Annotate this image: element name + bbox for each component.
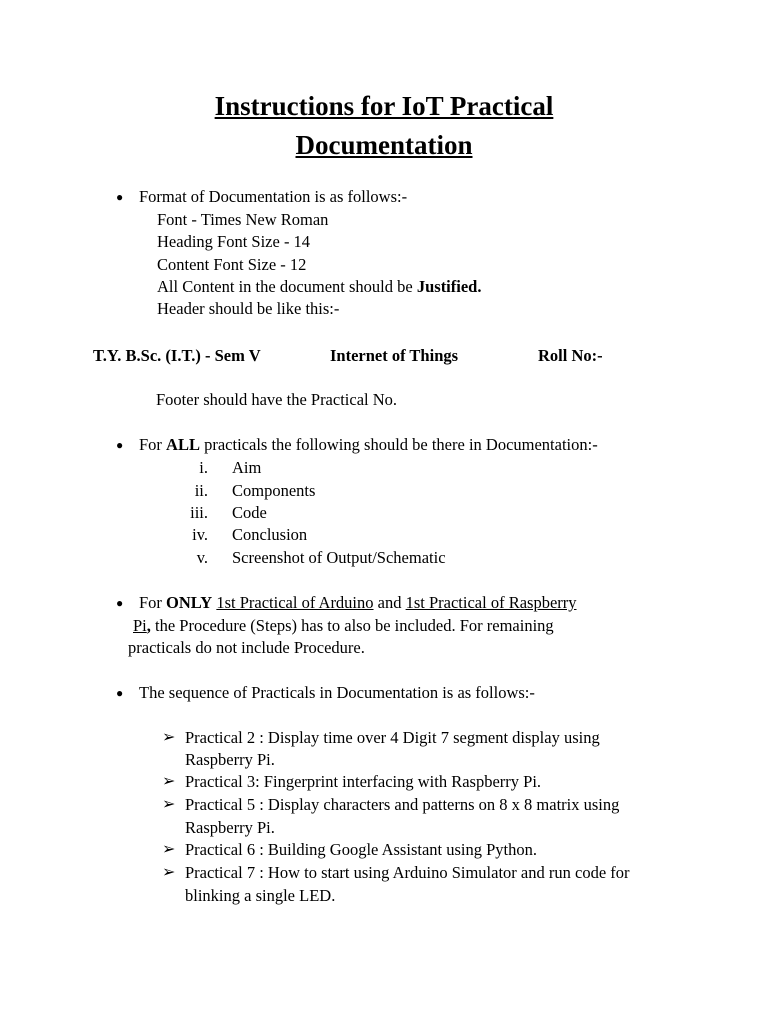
header-example-middle: Internet of Things [330,346,459,365]
only-first-line-3: practicals do not include Procedure. [128,638,365,657]
format-justified-text: All Content in the document should be [157,277,417,296]
only-first-rest: the Procedure (Steps) has to also be included. For remaining [150,616,554,635]
list-numeral: iv. [192,525,208,544]
only-first-bold: ONLY [166,593,213,612]
raspberry-practical-underline: 1st Practical of Raspberry [405,593,577,612]
all-practicals-post: practicals the following should be there in Documentation:- [199,435,598,454]
only-first-pre: For [139,593,167,612]
bullet-icon: ● [116,438,124,452]
arduino-practical-underline: 1st Practical of Arduino [216,593,374,612]
arrow-bullet-icon: ➢ [162,729,176,746]
list-item: Code [232,503,267,522]
bullet-icon: ● [116,596,124,610]
sequence-intro: The sequence of Practicals in Documentation is as follows:- [139,683,535,702]
document-title-line-1: Instructions for IoT Practical [214,91,554,121]
format-bullet-text: Format of Documentation is as follows:- [139,187,408,206]
document-title-line-2: Documentation [295,130,473,160]
list-numeral: v. [196,548,208,567]
all-practicals-text [139,434,598,456]
format-header-intro: Header should be like this:- [157,299,340,318]
practical-item: Practical 7 : How to start using Arduino Simulator and run code for [185,863,630,882]
only-first-and: and [373,593,406,612]
practical-item: Practical 3: Fingerprint interfacing with Raspberry Pi. [185,772,542,791]
format-heading-size: Heading Font Size - 14 [157,232,311,251]
arrow-bullet-icon: ➢ [162,773,176,790]
only-first-line-2 [133,615,554,637]
list-numeral: i. [199,458,208,477]
list-item: Aim [232,458,262,477]
list-numeral: ii. [194,481,208,500]
format-justified [157,276,481,298]
practical-item: Practical 2 : Display time over 4 Digit 7 segment display using [185,728,600,747]
practical-item-cont: blinking a single LED. [185,886,336,905]
practical-item: Practical 5 : Display characters and patterns on 8 x 8 matrix using [185,795,620,814]
arrow-bullet-icon: ➢ [162,864,176,881]
footer-note: Footer should have the Practical No. [156,390,398,409]
list-item: Components [232,481,316,500]
practical-item: Practical 6 : Building Google Assistant using Python. [185,840,537,859]
bullet-icon: ● [116,190,124,204]
format-content-size: Content Font Size - 12 [157,255,307,274]
raspberry-practical-underline-cont: Pi [133,616,147,635]
list-item: Screenshot of Output/Schematic [232,548,446,567]
format-font: Font - Times New Roman [157,210,329,229]
only-first-line-1 [139,592,577,614]
practical-item-cont: Raspberry Pi. [185,750,275,769]
header-example-left: T.Y. B.Sc. (I.T.) - Sem V [93,346,261,365]
list-item: Conclusion [232,525,308,544]
all-practicals-bold: ALL [166,435,200,454]
arrow-bullet-icon: ➢ [162,841,176,858]
list-numeral: iii. [190,503,208,522]
bullet-icon: ● [116,686,124,700]
practical-item-cont: Raspberry Pi. [185,818,275,837]
header-example-right: Roll No:- [538,346,603,365]
arrow-bullet-icon: ➢ [162,796,176,813]
only-first-comma: , [146,616,151,635]
all-practicals-pre: For [139,435,167,454]
format-justified-bold: Justified. [416,277,482,296]
